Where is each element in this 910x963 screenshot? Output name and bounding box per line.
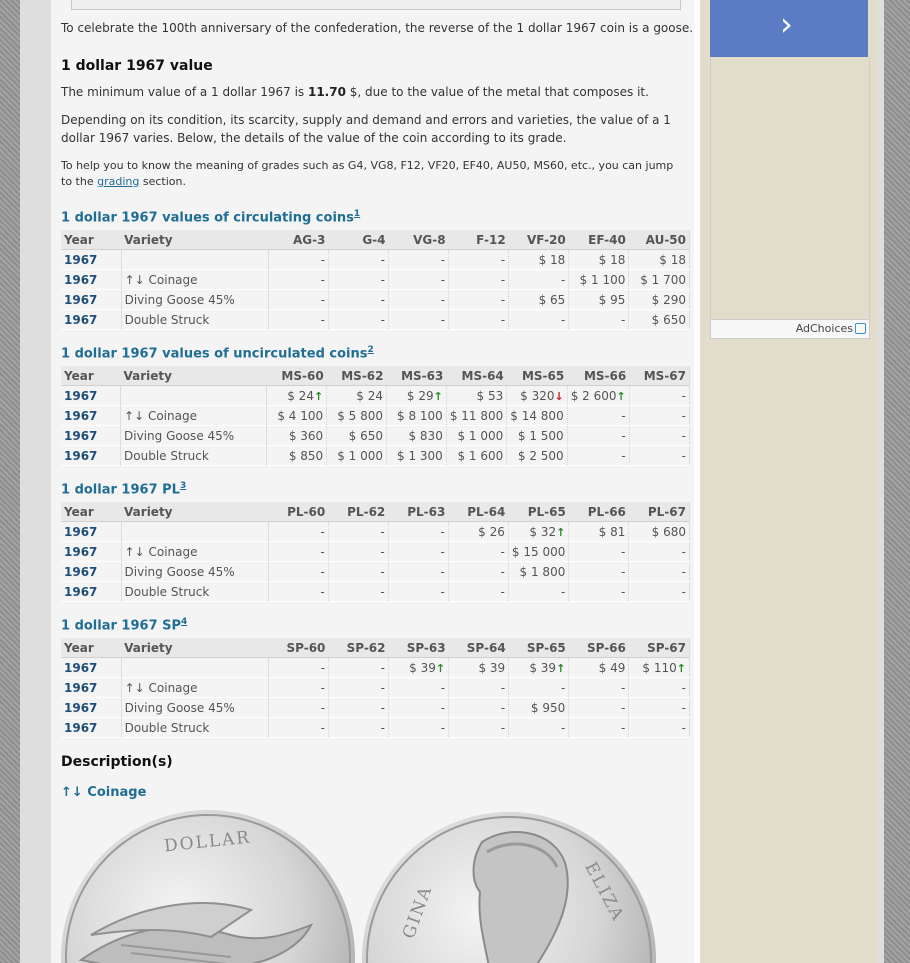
value-cell: - — [567, 426, 629, 446]
value-cell: - — [268, 542, 328, 562]
main-content — [51, 0, 694, 963]
value-cell: - — [629, 406, 689, 426]
value-cell: - — [389, 290, 449, 310]
pl-values-table — [61, 502, 690, 602]
page-background-left — [0, 0, 20, 963]
table-row — [61, 250, 690, 270]
column-header: MS-63 — [387, 366, 447, 386]
ad-choices-icon[interactable] — [855, 323, 866, 334]
uncirculated-title — [61, 342, 374, 361]
table-header-row — [61, 366, 690, 386]
value-cell: $ 15 000 — [508, 542, 568, 562]
year-link[interactable]: 1967 — [61, 310, 121, 330]
column-header: F-12 — [449, 230, 509, 250]
value-cell: - — [389, 718, 449, 738]
value-cell: - — [567, 406, 629, 426]
grades-suffix: section. — [142, 175, 186, 188]
year-link[interactable]: 1967 — [61, 542, 121, 562]
year-link[interactable]: 1967 — [61, 250, 121, 270]
variety-cell: Diving Goose 45% — [121, 426, 267, 446]
price-up-arrow-icon: ↑ — [556, 525, 566, 539]
descriptions-title: Description(s) — [61, 754, 173, 770]
table-row — [61, 406, 690, 426]
value-cell: - — [268, 522, 328, 542]
footnote-link-2[interactable]: 2 — [367, 345, 374, 355]
table-row — [61, 522, 690, 542]
goose-icon — [61, 865, 355, 963]
value-cell: - — [328, 542, 388, 562]
column-header: PL-67 — [629, 502, 690, 522]
value-cell: $ 1 800 — [508, 562, 568, 582]
price-up-arrow-icon: ↑ — [433, 389, 443, 403]
value-cell: - — [629, 386, 689, 406]
value-cell: $ 320↓ — [507, 386, 567, 406]
column-header: SP-67 — [629, 638, 690, 658]
value-cell: $ 81 — [569, 522, 629, 542]
grades-prefix: To help you to know the meaning of grades such as G4, VG8, F12, VF20, EF40, AU50, MS60, etc., you can jump to the — [61, 159, 674, 188]
column-header: SP-63 — [389, 638, 449, 658]
year-link[interactable]: 1967 — [61, 582, 121, 602]
value-cell: - — [449, 250, 509, 270]
value-cell: - — [268, 562, 328, 582]
value-cell: $ 32↑ — [508, 522, 568, 542]
year-link[interactable]: 1967 — [61, 698, 121, 718]
column-header: MS-64 — [446, 366, 506, 386]
table-row — [61, 582, 690, 602]
value-cell: $ 39 — [449, 658, 509, 678]
table-row — [61, 310, 690, 330]
value-cell: - — [449, 290, 509, 310]
value-cell: $ 14 800 — [507, 406, 567, 426]
column-header: Variety — [121, 638, 268, 658]
price-up-arrow-icon: ↑ — [616, 389, 626, 403]
value-cell: - — [328, 678, 388, 698]
column-header: VF-20 — [509, 230, 569, 250]
value-cell: - — [629, 678, 690, 698]
column-header: G-4 — [328, 230, 388, 250]
column-header: Variety — [121, 502, 268, 522]
value-cell: $ 680 — [629, 522, 690, 542]
value-cell: - — [448, 582, 508, 602]
column-header: PL-63 — [388, 502, 448, 522]
table-row — [61, 698, 690, 718]
coin-obverse-text-left: GINA — [398, 882, 437, 942]
value-cell: - — [328, 310, 388, 330]
value-cell: - — [328, 270, 388, 290]
grades-text — [61, 158, 683, 190]
value-cell: $ 18 — [509, 250, 569, 270]
coin-obverse-image — [362, 812, 656, 963]
value-cell: - — [629, 562, 690, 582]
value-cell: - — [328, 562, 388, 582]
min-value-prefix: The minimum value of a 1 dollar 1967 is — [61, 85, 305, 99]
value-cell: $ 290 — [629, 290, 690, 310]
value-cell: - — [268, 658, 328, 678]
column-header: Year — [61, 366, 121, 386]
variety-cell: Double Struck — [121, 446, 267, 466]
column-header: PL-64 — [448, 502, 508, 522]
chevron-right-icon[interactable]: › — [780, 5, 793, 43]
ad-panel — [710, 57, 870, 319]
value-cell: - — [328, 522, 388, 542]
value-cell: - — [448, 542, 508, 562]
value-cell: - — [328, 658, 388, 678]
variety-cell: Double Struck — [121, 582, 268, 602]
value-cell: $ 1 100 — [569, 270, 629, 290]
table-header-row — [61, 638, 690, 658]
variety-cell: Double Struck — [121, 310, 268, 330]
footnote-link-3[interactable]: 3 — [179, 481, 187, 491]
value-cell: - — [569, 310, 629, 330]
value-cell: - — [449, 698, 509, 718]
sp-title — [61, 614, 187, 633]
table-row — [61, 290, 690, 310]
circulating-values-table — [61, 230, 690, 330]
table-row — [61, 446, 690, 466]
value-cell: $ 8 100 — [387, 406, 447, 426]
table-row — [61, 542, 690, 562]
variety-cell — [121, 522, 268, 542]
footnote-link-1[interactable]: 1 — [353, 209, 361, 219]
value-cell: $ 1 000 — [446, 426, 506, 446]
value-cell: - — [509, 270, 569, 290]
min-value-suffix: $, due to the value of the metal that composes it. — [349, 85, 649, 99]
price-up-arrow-icon: ↑ — [676, 661, 686, 675]
value-cell: - — [569, 542, 629, 562]
price-down-arrow-icon: ↓ — [554, 389, 564, 403]
pl-title-text: 1 dollar 1967 PL — [61, 482, 180, 498]
value-cell: - — [629, 446, 689, 466]
column-header: MS-65 — [507, 366, 567, 386]
value-cell: - — [449, 678, 509, 698]
value-cell: $ 65 — [509, 290, 569, 310]
coinage-variety-link[interactable]: ↑↓ Coinage — [61, 785, 147, 800]
value-cell: - — [328, 718, 388, 738]
value-section-title: 1 dollar 1967 value — [61, 58, 213, 74]
value-cell: - — [268, 582, 328, 602]
coin-obverse-text-right: ELIZA — [580, 858, 629, 926]
year-link[interactable]: 1967 — [61, 386, 121, 406]
value-cell: $ 29↑ — [387, 386, 447, 406]
value-cell: - — [268, 290, 328, 310]
value-cell: - — [569, 698, 629, 718]
value-cell: - — [508, 582, 568, 602]
value-cell: - — [328, 290, 388, 310]
value-cell: - — [569, 582, 629, 602]
minimum-value-text — [61, 83, 649, 101]
page-frame-left — [20, 0, 51, 963]
table-row — [61, 386, 690, 406]
value-cell: - — [569, 678, 629, 698]
sp-values-table — [61, 638, 690, 738]
value-cell: - — [569, 718, 629, 738]
table-row — [61, 658, 690, 678]
column-header: Year — [61, 638, 121, 658]
table-row — [61, 270, 690, 290]
year-link[interactable]: 1967 — [61, 290, 121, 310]
column-header: MS-67 — [629, 366, 689, 386]
variety-cell: ↑↓ Coinage — [121, 678, 268, 698]
value-cell: $ 49 — [569, 658, 629, 678]
value-cell: $ 26 — [448, 522, 508, 542]
value-cell: - — [449, 718, 509, 738]
column-header: PL-62 — [328, 502, 388, 522]
value-cell: - — [448, 562, 508, 582]
value-cell: - — [268, 678, 328, 698]
value-cell: $ 39↑ — [509, 658, 569, 678]
value-cell: $ 11 800 — [446, 406, 506, 426]
value-cell: - — [268, 270, 328, 290]
value-cell: $ 18 — [569, 250, 629, 270]
value-cell: $ 53 — [446, 386, 506, 406]
top-box — [71, 0, 681, 10]
year-link[interactable]: 1967 — [61, 522, 121, 542]
column-header: Variety — [121, 230, 268, 250]
pl-title — [61, 478, 186, 497]
year-link[interactable]: 1967 — [61, 426, 121, 446]
value-cell: - — [449, 270, 509, 290]
value-cell: $ 850 — [267, 446, 327, 466]
column-header: SP-66 — [569, 638, 629, 658]
value-cell: - — [389, 310, 449, 330]
ad-banner[interactable] — [710, 0, 868, 57]
value-cell: $ 24 — [327, 386, 387, 406]
value-cell: $ 2 500 — [507, 446, 567, 466]
variety-cell: ↑↓ Coinage — [121, 406, 267, 426]
value-cell: $ 650 — [629, 310, 690, 330]
value-cell: - — [388, 542, 448, 562]
column-header: SP-60 — [268, 638, 328, 658]
value-cell: - — [449, 310, 509, 330]
value-cell: $ 1 000 — [327, 446, 387, 466]
column-header: Year — [61, 230, 121, 250]
variety-cell: Diving Goose 45% — [121, 290, 268, 310]
value-cell: - — [629, 542, 690, 562]
circulating-title-text: 1 dollar 1967 values of circulating coins — [61, 210, 354, 226]
variety-cell: Diving Goose 45% — [121, 698, 268, 718]
value-cell: - — [268, 698, 328, 718]
value-cell: - — [268, 310, 328, 330]
value-cell: - — [389, 270, 449, 290]
table-row — [61, 426, 690, 446]
value-cell: - — [388, 522, 448, 542]
column-header: MS-66 — [567, 366, 629, 386]
value-cell: - — [268, 250, 328, 270]
column-header: MS-60 — [267, 366, 327, 386]
value-cell: $ 4 100 — [267, 406, 327, 426]
value-cell: $ 1 600 — [446, 446, 506, 466]
year-link[interactable]: 1967 — [61, 658, 121, 678]
column-header: VG-8 — [389, 230, 449, 250]
uncirculated-title-text: 1 dollar 1967 values of uncirculated coins — [61, 346, 368, 362]
value-cell: - — [569, 562, 629, 582]
column-header: SP-64 — [449, 638, 509, 658]
min-value: 11.70 — [307, 85, 346, 99]
value-cell: - — [388, 562, 448, 582]
column-header: PL-60 — [268, 502, 328, 522]
value-cell: $ 18 — [629, 250, 690, 270]
year-link[interactable]: 1967 — [61, 406, 121, 426]
sp-title-text: 1 dollar 1967 SP — [61, 618, 182, 634]
year-link[interactable]: 1967 — [61, 562, 121, 582]
variety-cell: Diving Goose 45% — [121, 562, 268, 582]
table-row — [61, 678, 690, 698]
variety-cell — [121, 386, 267, 406]
value-cell: - — [389, 250, 449, 270]
page-background-right — [884, 0, 910, 963]
year-link[interactable]: 1967 — [61, 446, 121, 466]
column-header: Year — [61, 502, 121, 522]
grading-link[interactable]: grading — [97, 175, 140, 188]
table-header-row — [61, 502, 690, 522]
year-link[interactable]: 1967 — [61, 270, 121, 290]
column-header: PL-65 — [508, 502, 568, 522]
price-up-arrow-icon: ↑ — [313, 389, 324, 403]
value-cell: $ 2 600↑ — [567, 386, 629, 406]
variety-cell: ↑↓ Coinage — [121, 270, 268, 290]
variety-cell — [121, 658, 268, 678]
value-cell: - — [268, 718, 328, 738]
value-cell: - — [509, 678, 569, 698]
column-header: SP-65 — [509, 638, 569, 658]
value-cell: - — [389, 698, 449, 718]
value-cell: - — [328, 582, 388, 602]
column-header: AU-50 — [629, 230, 690, 250]
value-cell: $ 1 300 — [387, 446, 447, 466]
year-link[interactable]: 1967 — [61, 678, 121, 698]
intro-text: To celebrate the 100th anniversary of the confederation, the reverse of the 1 dollar 1967 coin is a goose. — [61, 21, 694, 35]
value-cell: $ 1 500 — [507, 426, 567, 446]
variety-cell: Double Struck — [121, 718, 268, 738]
price-up-arrow-icon: ↑ — [556, 661, 566, 675]
value-cell: - — [328, 250, 388, 270]
value-cell: $ 1 700 — [629, 270, 690, 290]
value-cell: $ 950 — [509, 698, 569, 718]
column-header: MS-62 — [327, 366, 387, 386]
table-row — [61, 562, 690, 582]
column-header: AG-3 — [268, 230, 328, 250]
value-cell: - — [389, 678, 449, 698]
coin-reverse-text: DOLLAR — [163, 827, 253, 857]
value-cell: $ 110↑ — [629, 658, 690, 678]
value-cell: - — [629, 698, 690, 718]
column-header: Variety — [121, 366, 267, 386]
value-cell: $ 95 — [569, 290, 629, 310]
ad-choices-label[interactable]: AdChoices — [795, 322, 853, 335]
value-cell: - — [509, 718, 569, 738]
column-header: EF-40 — [569, 230, 629, 250]
value-cell: - — [629, 426, 689, 446]
variety-cell: ↑↓ Coinage — [121, 542, 268, 562]
value-cell: - — [629, 582, 690, 602]
value-cell: $ 24↑ — [267, 386, 327, 406]
value-cell: - — [509, 310, 569, 330]
circulating-title — [61, 206, 360, 225]
price-up-arrow-icon: ↑ — [435, 661, 446, 675]
value-cell: - — [328, 698, 388, 718]
coin-reverse-image — [61, 810, 355, 963]
value-cell: $ 830 — [387, 426, 447, 446]
queen-portrait-icon — [362, 812, 656, 963]
ad-choices-bar[interactable] — [710, 319, 870, 339]
sidebar — [700, 0, 878, 963]
footnote-link-4[interactable]: 4 — [181, 617, 188, 627]
value-cell: $ 39↑ — [389, 658, 449, 678]
column-header: SP-62 — [328, 638, 388, 658]
variety-cell — [121, 250, 268, 270]
value-cell: - — [388, 582, 448, 602]
table-row — [61, 718, 690, 738]
value-cell: - — [567, 446, 629, 466]
value-cell: - — [629, 718, 690, 738]
table-header-row — [61, 230, 690, 250]
year-link[interactable]: 1967 — [61, 718, 121, 738]
uncirculated-values-table — [61, 366, 690, 466]
value-cell: $ 650 — [327, 426, 387, 446]
condition-text: Depending on its condition, its scarcity, supply and demand and errors and varieties, the value of a 1 dollar 1967 varies. Below, the details of the value of the coin according to its grade. — [61, 113, 671, 145]
value-cell: $ 360 — [267, 426, 327, 446]
column-header: PL-66 — [569, 502, 629, 522]
value-cell: $ 5 800 — [327, 406, 387, 426]
